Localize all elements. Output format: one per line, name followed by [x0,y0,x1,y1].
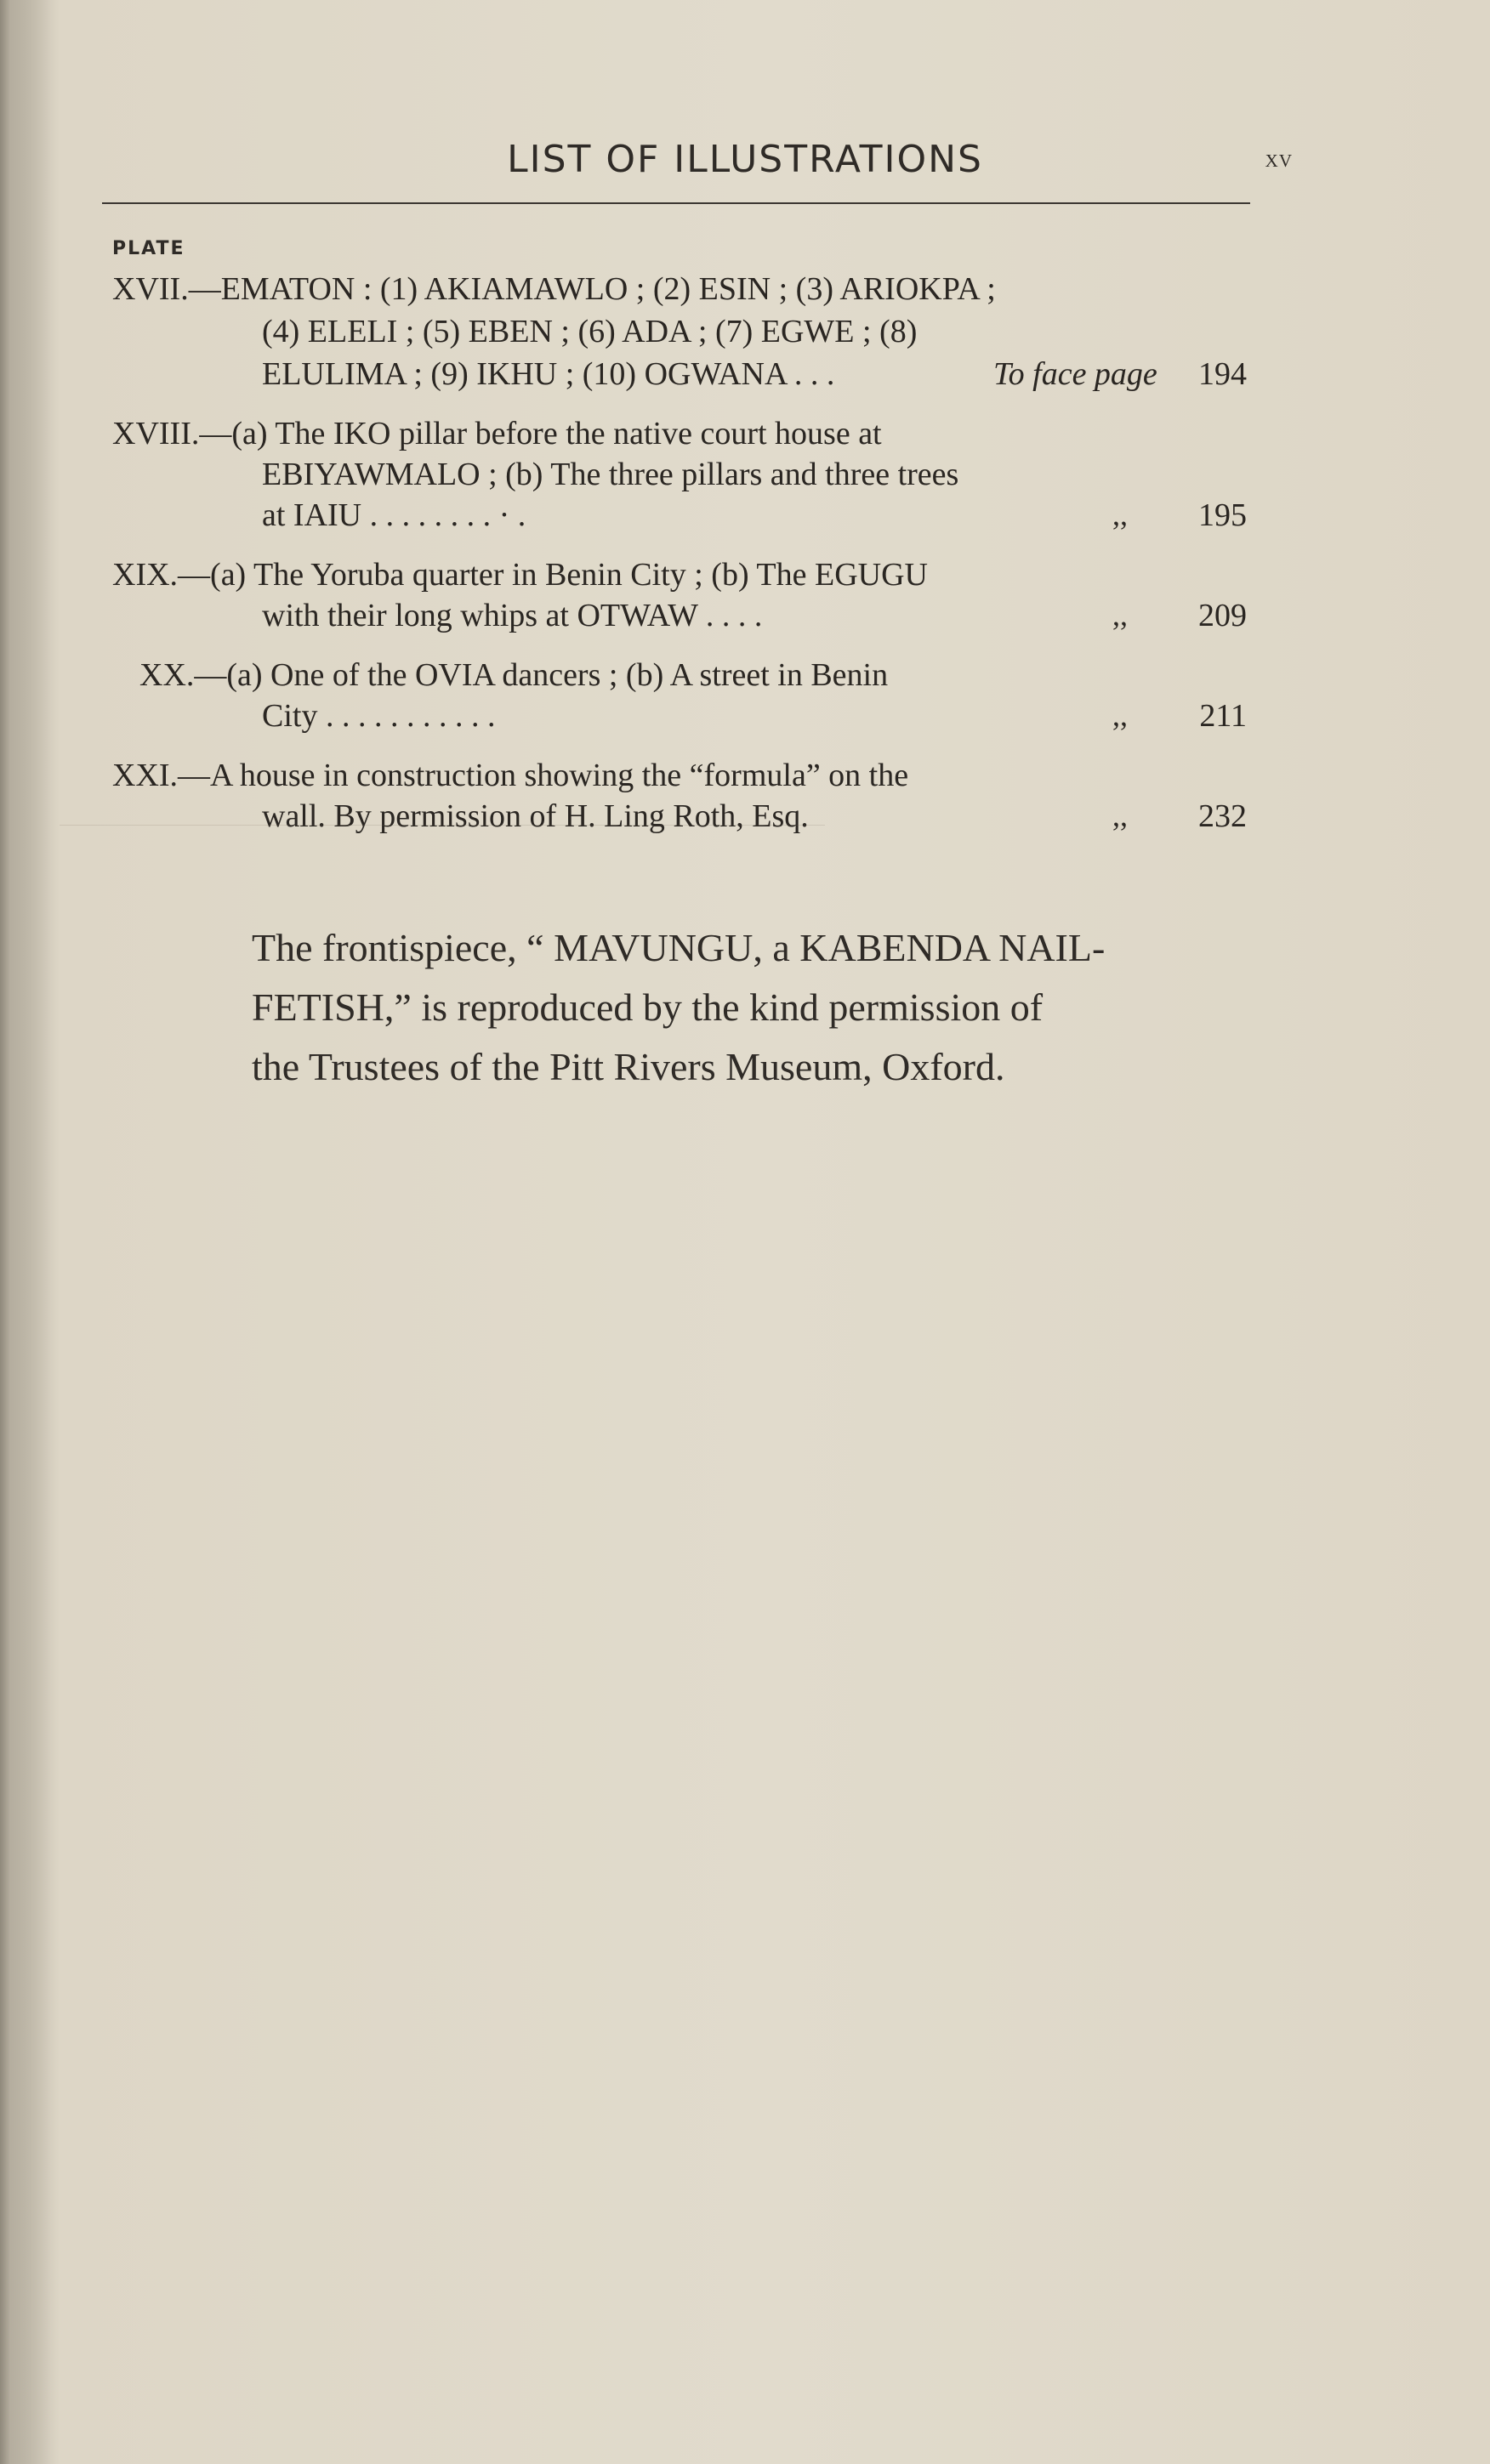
entry-xviii-line-3: at IAIU . . . . . . . . · . [262,497,526,533]
entry-xviii-line-1: XVIII.—(a) The IKO pillar before the native court house at [112,416,882,451]
plate-column-label: PLATE [112,238,185,259]
entry-xx-ditto-mark: ,, [1112,698,1128,732]
frontispiece-note [252,918,1272,1097]
entry-xix-ditto-mark: ,, [1112,598,1128,632]
entry-xix-page: 209 [1198,598,1247,633]
entry-xix-line-2: with their long whips at OTWAW . . . . [262,598,763,633]
header-rule [102,202,1250,204]
frontispiece-note-line-2: FETISH,” is reproduced by the kind permission of [252,985,1044,1029]
entry-xx-page: 211 [1199,698,1247,734]
entry-xxi-page: 232 [1198,798,1247,834]
frontispiece-note-line-3: the Trustees of the Pitt Rivers Museum, Oxford. [252,1045,1005,1088]
page-title: LIST OF ILLUSTRATIONS [507,138,983,181]
entry-xxi-line-2: wall. By permission of H. Ling Roth, Esq. [262,798,809,834]
entry-xxi-line-1: XXI.—A house in construction showing the “formula” on the [112,758,909,793]
page-number: xv [1265,145,1293,173]
entry-xx-line-1: XX.—(a) One of the OVIA dancers ; (b) A street in Benin [139,657,889,693]
entry-xvii-to-face-page: To face page [993,356,1157,392]
entry-xvii-page: 194 [1198,356,1247,392]
entry-xvii-line-1: XVII.—EMATON : (1) AKIAMAWLO ; (2) ESIN ; (3) ARIOKPA ; [112,271,996,307]
entry-xviii-page: 195 [1198,497,1247,533]
entry-xviii-line-2: EBIYAWMALO ; (b) The three pillars and three trees [262,457,959,492]
frontispiece-note-line-1: The frontispiece, “ MAVUNGU, a KABENDA NAIL- [252,926,1106,969]
page-gutter-shadow [0,0,60,2464]
entry-xx-line-2: City . . . . . . . . . . . [262,698,496,734]
entry-xvii-line-2: (4) ELELI ; (5) EBEN ; (6) ADA ; (7) EGWE ; (8) [262,314,918,349]
entry-xviii-ditto-mark: ,, [1112,497,1128,531]
entry-xxi-ditto-mark: ,, [1112,798,1128,832]
section-divider [60,825,825,826]
entry-xvii-line-3: ELULIMA ; (9) IKHU ; (10) OGWANA . . . [262,356,835,392]
entry-xix-line-1: XIX.—(a) The Yoruba quarter in Benin City ; (b) The EGUGU [112,557,928,593]
